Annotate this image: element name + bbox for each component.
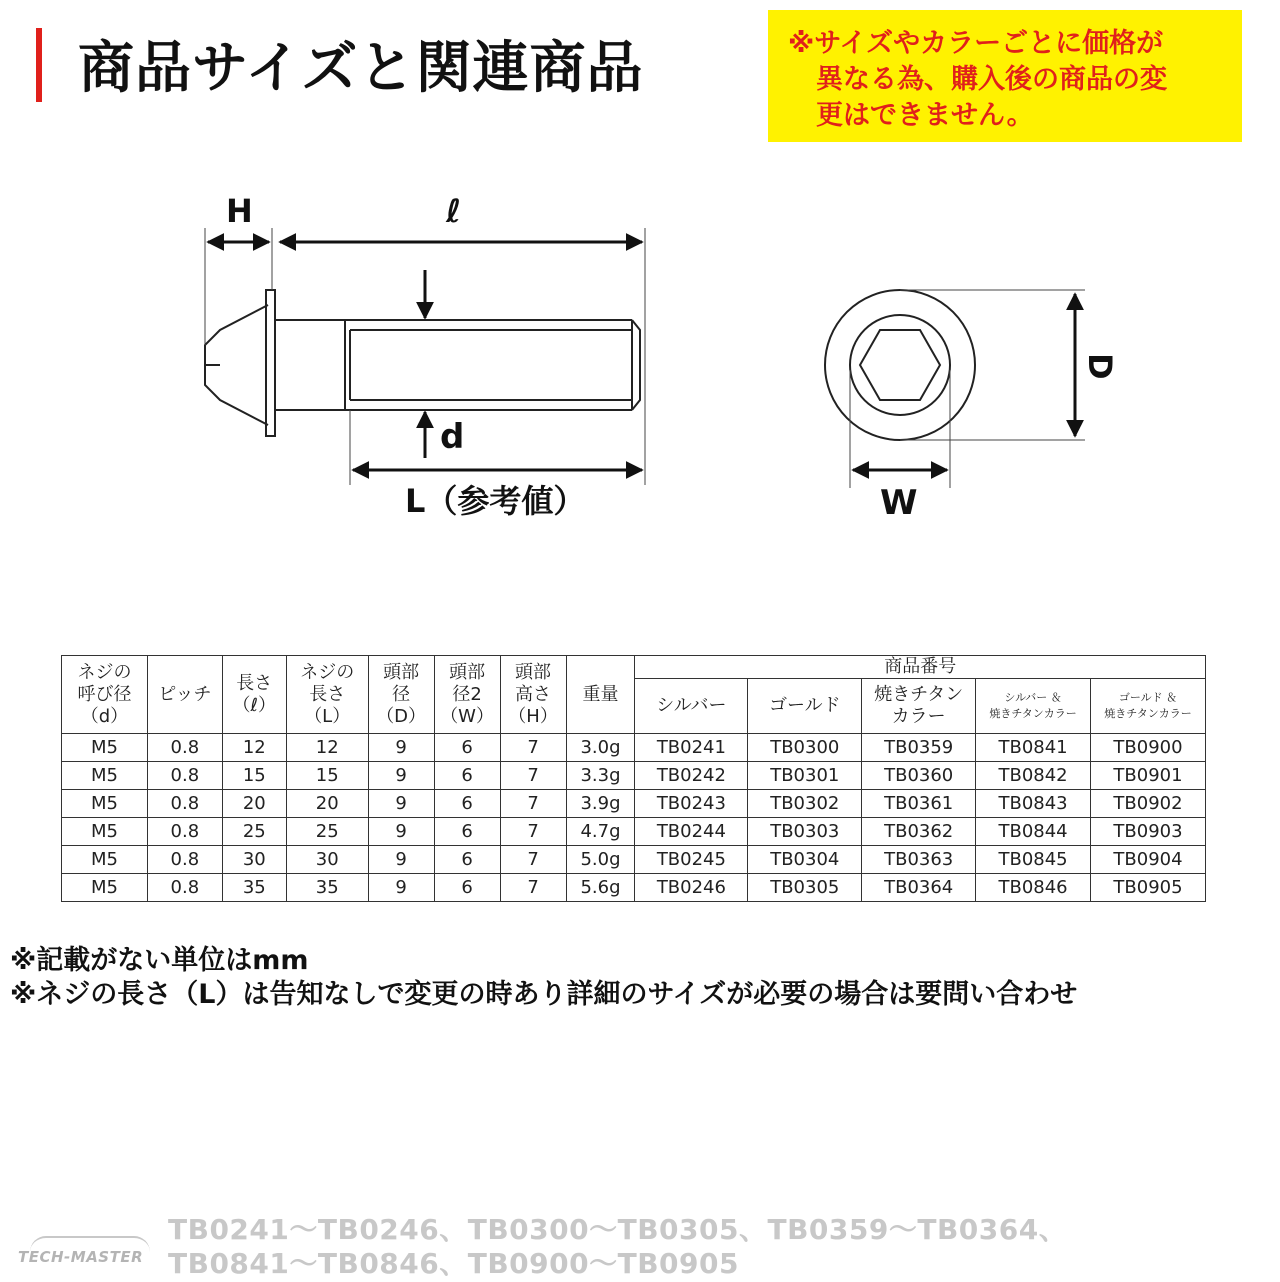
- col-header-gold: ゴールド: [748, 679, 862, 734]
- table-cell: 6: [434, 874, 500, 902]
- table-cell: M5: [62, 846, 148, 874]
- table-cell: 9: [368, 762, 434, 790]
- table-cell: 9: [368, 790, 434, 818]
- table-cell: 30: [286, 846, 368, 874]
- table-cell: TB0243: [635, 790, 748, 818]
- table-cell: 15: [286, 762, 368, 790]
- dim-label-l-small: ℓ: [446, 192, 462, 230]
- table-cell: TB0843: [976, 790, 1091, 818]
- table-cell: M5: [62, 874, 148, 902]
- table-cell: TB0300: [748, 734, 862, 762]
- table-cell: TB0903: [1091, 818, 1206, 846]
- table-cell: M5: [62, 734, 148, 762]
- table-cell: TB0244: [635, 818, 748, 846]
- table-cell: 7: [500, 818, 566, 846]
- col-header-burnt-titanium: 焼きチタン カラー: [862, 679, 976, 734]
- table-cell: TB0361: [862, 790, 976, 818]
- table-cell: TB0844: [976, 818, 1091, 846]
- table-cell: TB0301: [748, 762, 862, 790]
- dim-label-h: H: [226, 192, 253, 230]
- spec-table: [61, 655, 1206, 902]
- notice-line-3: 更はできません。: [816, 100, 1034, 131]
- col-header-head-dia: 頭部 径 （D）: [368, 656, 434, 734]
- table-cell: TB0360: [862, 762, 976, 790]
- table-row: [62, 762, 1206, 790]
- table-cell: 9: [368, 818, 434, 846]
- table-cell: TB0900: [1091, 734, 1206, 762]
- table-cell: TB0362: [862, 818, 976, 846]
- col-header-head-height: 頭部 高さ （H）: [500, 656, 566, 734]
- table-cell: 30: [222, 846, 286, 874]
- brand-logo: TECH-MASTER: [18, 1248, 144, 1266]
- dim-label-d-small: d: [440, 417, 465, 457]
- table-cell: TB0359: [862, 734, 976, 762]
- table-cell: TB0241: [635, 734, 748, 762]
- table-cell: M5: [62, 790, 148, 818]
- table-cell: 3.3g: [566, 762, 635, 790]
- table-cell: 0.8: [147, 874, 222, 902]
- table-cell: 3.9g: [566, 790, 635, 818]
- table-cell: 25: [222, 818, 286, 846]
- col-header-weight: 重量: [566, 656, 635, 734]
- table-cell: TB0904: [1091, 846, 1206, 874]
- page-title: 商品サイズと関連商品: [78, 36, 644, 101]
- table-cell: TB0842: [976, 762, 1091, 790]
- col-header-gold-burnt: ゴールド ＆ 焼きチタンカラー: [1091, 679, 1206, 734]
- table-cell: TB0363: [862, 846, 976, 874]
- table-cell: 35: [286, 874, 368, 902]
- table-cell: 9: [368, 846, 434, 874]
- table-cell: TB0302: [748, 790, 862, 818]
- spec-table-body: [62, 734, 1206, 902]
- table-cell: 9: [368, 734, 434, 762]
- table-cell: TB0364: [862, 874, 976, 902]
- table-row: [62, 790, 1206, 818]
- table-cell: TB0901: [1091, 762, 1206, 790]
- table-cell: TB0304: [748, 846, 862, 874]
- table-row: [62, 734, 1206, 762]
- title-accent-bar: [36, 28, 42, 102]
- table-cell: TB0845: [976, 846, 1091, 874]
- table-cell: M5: [62, 818, 148, 846]
- note-thread-length: ※ネジの長さ（L）は告知なしで変更の時あり詳細のサイズが必要の場合は要問い合わせ: [10, 979, 1078, 1010]
- table-cell: 4.7g: [566, 818, 635, 846]
- dim-label-W: W: [880, 483, 918, 523]
- table-cell: 5.0g: [566, 846, 635, 874]
- table-cell: 15: [222, 762, 286, 790]
- table-cell: 7: [500, 734, 566, 762]
- table-cell: TB0303: [748, 818, 862, 846]
- table-cell: 12: [222, 734, 286, 762]
- table-cell: 7: [500, 874, 566, 902]
- col-header-nominal: ネジの 呼び径 （d）: [62, 656, 148, 734]
- col-header-thread-length: ネジの 長さ （L）: [286, 656, 368, 734]
- table-cell: 6: [434, 762, 500, 790]
- bolt-head-front-view: [825, 290, 975, 440]
- table-row: [62, 874, 1206, 902]
- table-cell: 35: [222, 874, 286, 902]
- bolt-dimension-drawing: [0, 150, 1280, 550]
- table-cell: TB0905: [1091, 874, 1206, 902]
- table-row: [62, 846, 1206, 874]
- table-cell: 7: [500, 762, 566, 790]
- table-cell: 7: [500, 846, 566, 874]
- footer-range-line-1: TB0241～TB0246、TB0300～TB0305、TB0359～TB0364、: [168, 1213, 1068, 1246]
- bolt-side-view: [205, 290, 640, 436]
- col-header-silver: シルバー: [635, 679, 748, 734]
- table-cell: 6: [434, 818, 500, 846]
- table-cell: TB0902: [1091, 790, 1206, 818]
- table-cell: 20: [286, 790, 368, 818]
- table-cell: M5: [62, 762, 148, 790]
- col-header-product-no: 商品番号: [635, 656, 1206, 679]
- table-cell: TB0305: [748, 874, 862, 902]
- table-cell: TB0245: [635, 846, 748, 874]
- table-cell: 0.8: [147, 762, 222, 790]
- table-cell: TB0841: [976, 734, 1091, 762]
- notice-line-2: 異なる為、購入後の商品の変: [816, 64, 1167, 95]
- dim-label-D: D: [1081, 353, 1119, 380]
- table-cell: 6: [434, 734, 500, 762]
- table-cell: 0.8: [147, 734, 222, 762]
- table-cell: 0.8: [147, 818, 222, 846]
- col-header-pitch: ピッチ: [147, 656, 222, 734]
- table-cell: 25: [286, 818, 368, 846]
- table-cell: 6: [434, 790, 500, 818]
- table-cell: TB0846: [976, 874, 1091, 902]
- table-cell: 9: [368, 874, 434, 902]
- table-cell: TB0246: [635, 874, 748, 902]
- table-cell: 20: [222, 790, 286, 818]
- table-cell: 7: [500, 790, 566, 818]
- dim-label-l-ref: L（参考値）: [405, 482, 586, 520]
- table-cell: 0.8: [147, 846, 222, 874]
- col-header-silver-burnt: シルバー ＆ 焼きチタンカラー: [976, 679, 1091, 734]
- table-cell: TB0242: [635, 762, 748, 790]
- note-units: ※記載がない単位はmm: [10, 945, 309, 976]
- col-header-head-dia2: 頭部 径2 （W）: [434, 656, 500, 734]
- footer-range-line-2: TB0841～TB0846、TB0900～TB0905: [168, 1247, 739, 1280]
- table-cell: 6: [434, 846, 500, 874]
- table-cell: 5.6g: [566, 874, 635, 902]
- table-cell: 0.8: [147, 790, 222, 818]
- price-notice-box: [768, 10, 1242, 142]
- notice-line-1: ※サイズやカラーごとに価格が: [788, 28, 1164, 59]
- table-cell: 3.0g: [566, 734, 635, 762]
- col-header-length: 長さ （ℓ）: [222, 656, 286, 734]
- table-cell: 12: [286, 734, 368, 762]
- table-row: [62, 818, 1206, 846]
